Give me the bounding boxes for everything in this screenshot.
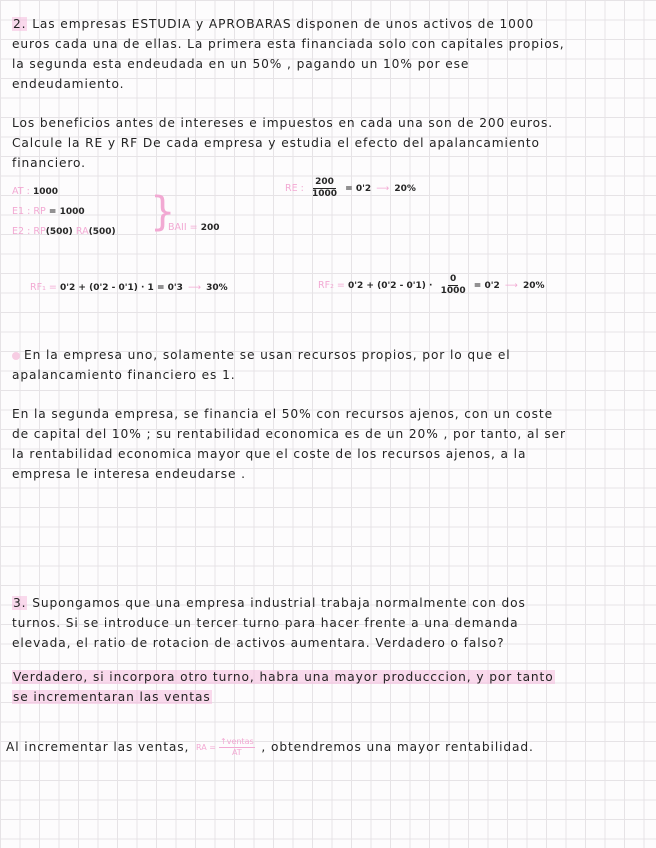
- problem-2-line-3: la segunda esta endeudada en un 50% , pagando un 10% por ese: [12, 57, 470, 71]
- answer-2-line-3: En la segunda empresa, se financia el 50% con recursos ajenos, con un coste: [12, 407, 553, 421]
- answer-3-line-1: Verdadero, si incorpora otro turno, habra una mayor producccion, y por tanto: [13, 670, 554, 684]
- answer-3-line-2: se incrementaran las ventas: [13, 690, 211, 704]
- problem-2-line-1: 2. Las empresas ESTUDIA y APROBARAS disponen de unos activos de 1000: [13, 17, 535, 31]
- answer-3-line-3: Al incrementar las ventas, RA = $\frac{\text{↑ventas}}{AT}$ , obtendremos una mayor rentabilidad.: [6, 737, 534, 757]
- ra-fraction: $\frac{\text{↑ventas}}{AT}$: [220, 737, 254, 757]
- problem-3-line-1: 3. Supongamos que una empresa industrial trabaja normalmente con dos: [13, 596, 526, 610]
- problem-2b-line-1: Los beneficios antes de intereses e impuestos en cada una son de 200 euros.: [12, 116, 553, 130]
- problem-3-line-3: elevada, el ratio de rotacion de activos aumentara. Verdadero o falso?: [12, 636, 505, 650]
- answer-2-line-5: la rentabilidad economica mayor que el coste de los recursos ajenos, a la: [12, 447, 527, 461]
- rf2-fraction: $\frac{0}{1000}$: [440, 274, 466, 296]
- ra-formula: RA = $\frac{\text{↑ventas}}{AT}$: [196, 737, 254, 757]
- problem-2b-line-3: financiero.: [12, 156, 86, 170]
- answer-2-line-6: empresa le interesa endeudarse .: [12, 467, 246, 481]
- problem-3-number: 3.: [13, 596, 27, 610]
- re-fraction: $\frac{200}{1000}$: [311, 177, 338, 199]
- problem-2-line-2: euros cada una de ellas. La primera esta financiada solo con capitales propios,: [12, 37, 565, 51]
- e2-formula: E2 : RP(500) RA(500): [12, 226, 116, 237]
- e1-formula: E1 : RP = 1000: [12, 206, 85, 217]
- arrow-icon: ⟶: [504, 281, 518, 291]
- rf2-formula: RF₂ = 0'2 + (0'2 - 0'1) · $\frac{0}{1000}$ = 0'2 ⟶ 20%: [318, 274, 545, 296]
- problem-3-line-2: turnos. Si se introduce un tercer turno para hacer frente a una demanda: [12, 616, 519, 630]
- answer-2-line-4: de capital del 10% ; su rentabilidad economica es de un 20% , por tanto, al ser: [12, 427, 566, 441]
- brace-symbol: }: [150, 189, 176, 235]
- bullet-dot-icon: [12, 352, 20, 360]
- answer-2-line-1: En la empresa uno, solamente se usan recursos propios, por lo que el: [12, 346, 511, 364]
- at-formula: AT : 1000: [12, 186, 58, 197]
- answer-2-line-2: apalancamiento financiero es 1.: [12, 368, 236, 382]
- rf1-formula: RF₁ = 0'2 + (0'2 - 0'1) · 1 = 0'3 ⟶ 30%: [30, 282, 228, 293]
- arrow-icon: ⟶: [188, 283, 201, 293]
- arrow-icon: ⟶: [376, 184, 390, 194]
- problem-2b-line-2: Calcule la RE y RF De cada empresa y estudia el efecto del apalancamiento: [12, 136, 540, 150]
- re-formula: RE : $\frac{200}{1000}$ = 0'2 ⟶ 20%: [285, 177, 416, 199]
- problem-2-number: 2.: [13, 17, 27, 31]
- problem-2-line-4: endeudamiento.: [12, 77, 125, 91]
- baii-formula: BAII = 200: [168, 222, 220, 233]
